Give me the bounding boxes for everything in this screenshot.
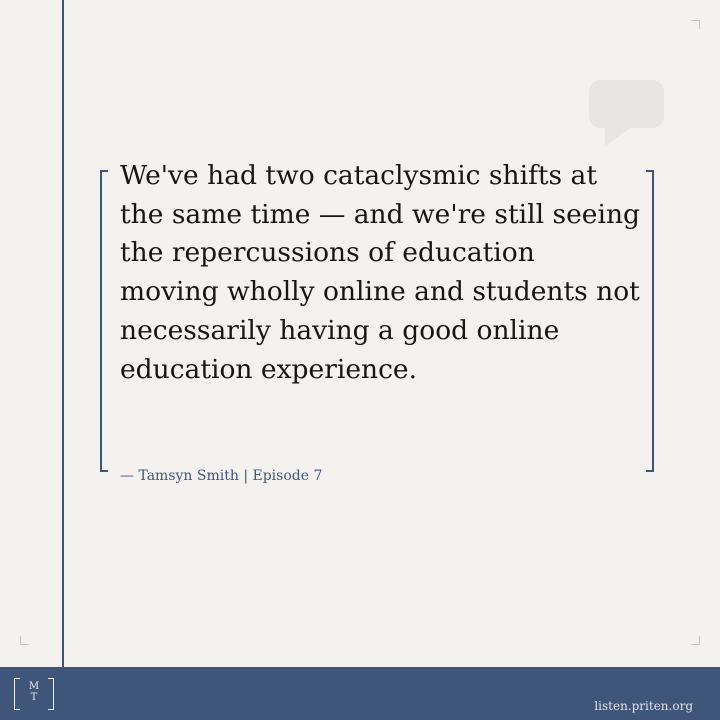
quote-text: We've had two cataclysmic shifts at the same time — and we're still seeing the repercussions of education moving wholly online and students not necessarily having a good online education experience. — [120, 160, 640, 385]
corner-mark-top-right — [691, 20, 700, 29]
footer-bar — [0, 667, 720, 720]
site-url: listen.priten.org — [594, 699, 693, 713]
left-vertical-rule — [62, 0, 64, 667]
logo-letter-bottom: T — [30, 692, 38, 703]
speech-bubble-tail — [605, 126, 633, 146]
speech-bubble-icon — [589, 80, 664, 128]
logo-letter-top: M — [28, 681, 40, 692]
quote-attribution: — Tamsyn Smith | Episode 7 — [120, 468, 323, 484]
corner-mark-bottom-right — [691, 636, 700, 645]
corner-mark-bottom-left — [20, 636, 29, 645]
quote-bracket-right — [646, 170, 654, 472]
quote-bracket-left — [100, 170, 108, 472]
logo-text — [14, 681, 54, 703]
logo — [14, 678, 54, 708]
